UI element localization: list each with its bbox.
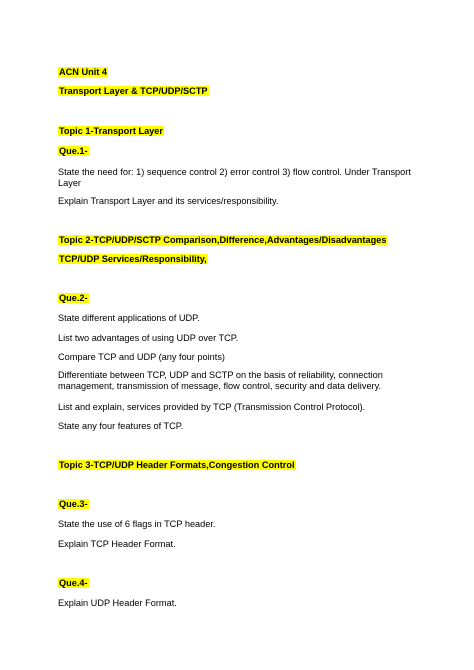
- question-3-item-1: State the use of 6 flags in TCP header.: [58, 519, 216, 529]
- question-2-heading-text: Que.2-: [59, 293, 88, 303]
- question-2-item-1: State different applications of UDP.: [58, 313, 200, 323]
- question-1-heading-text: Que.1-: [59, 146, 88, 156]
- document-title-text: ACN Unit 4: [59, 67, 107, 77]
- question-3-heading: [58, 499, 89, 510]
- topic-1-heading-text: Topic 1-Transport Layer: [59, 126, 163, 136]
- question-1-item-2: Explain Transport Layer and its services/responsibility.: [58, 196, 279, 206]
- question-1-heading: [58, 146, 89, 157]
- question-2-item-2: List two advantages of using UDP over TCP.: [58, 333, 239, 343]
- question-4-item-1: Explain UDP Header Format.: [58, 598, 177, 608]
- question-2-item-4: Differentiate between TCP, UDP and SCTP on the basis of reliability, connection management, transmission of message, flow control, security and data delivery.: [58, 370, 383, 391]
- question-1-item-1: State the need for: 1) sequence control 2) error control 3) flow control. Under Transport Layer: [58, 167, 411, 188]
- topic-2-heading-line-1: [58, 235, 387, 246]
- question-2-heading: [58, 293, 89, 304]
- topic-2-heading-line-1-text: Topic 2-TCP/UDP/SCTP Comparison,Difference,Advantages/Disadvantages: [59, 235, 387, 245]
- document-title: [58, 67, 108, 78]
- topic-1-heading: [58, 126, 164, 137]
- document-subtitle-text: Transport Layer & TCP/UDP/SCTP: [59, 86, 208, 96]
- question-2-item-5: List and explain, services provided by TCP (Transmission Control Protocol).: [58, 402, 366, 412]
- question-3-item-2: Explain TCP Header Format.: [58, 539, 176, 549]
- topic-3-heading-text: Topic 3-TCP/UDP Header Formats,Congestion Control: [59, 460, 295, 470]
- question-2-item-6: State any four features of TCP.: [58, 421, 184, 431]
- topic-3-heading: [58, 460, 296, 471]
- question-4-heading: [58, 578, 89, 589]
- topic-2-heading-line-2-text: TCP/UDP Services/Responsibility,: [59, 254, 207, 264]
- question-3-heading-text: Que.3-: [59, 499, 88, 509]
- question-4-heading-text: Que.4-: [59, 578, 88, 588]
- document-subtitle: [58, 86, 209, 97]
- topic-2-heading-line-2: [58, 254, 208, 265]
- question-2-item-3: Compare TCP and UDP (any four points): [58, 352, 225, 362]
